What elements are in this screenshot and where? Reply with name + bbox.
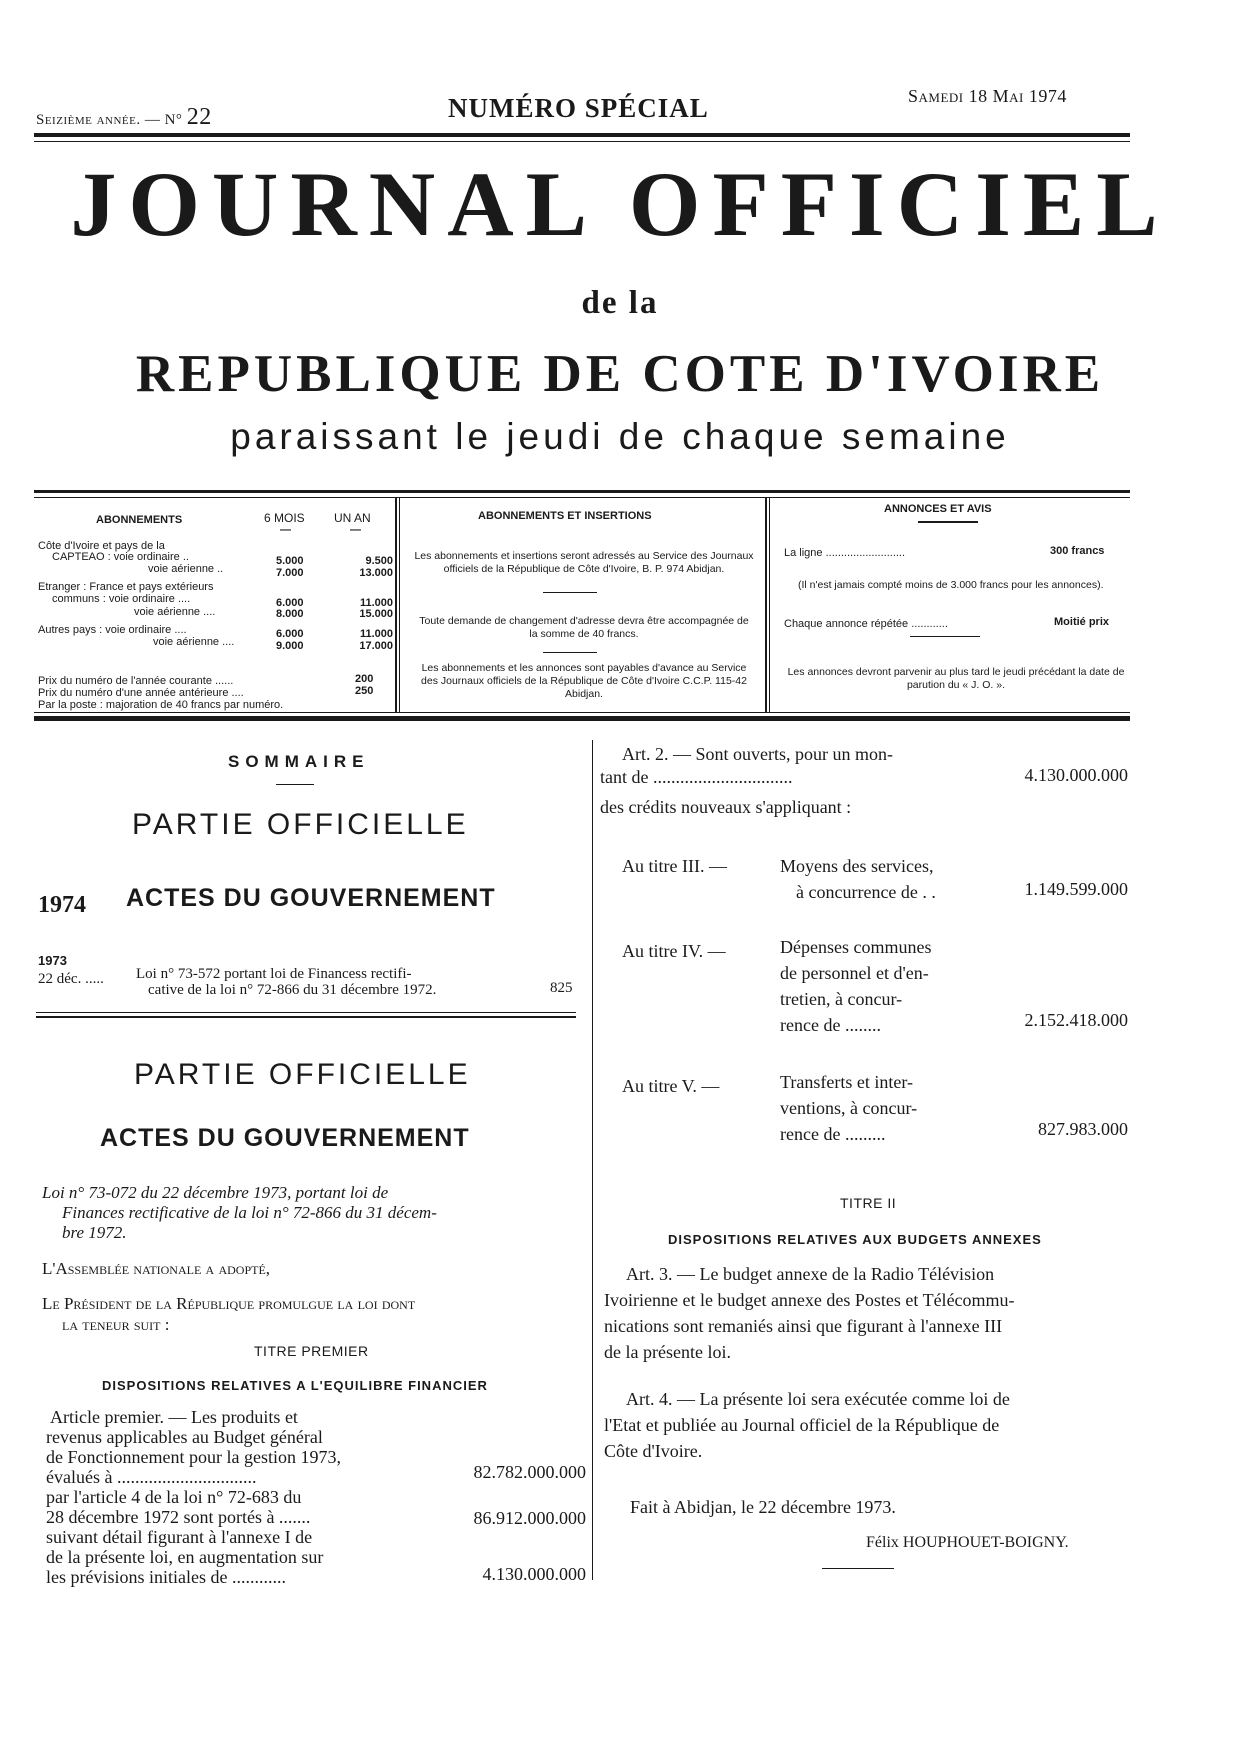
republic-title: REPUBLIQUE DE COTE D'IVOIRE [135, 345, 1105, 403]
box-bottom-rule-thin [34, 712, 1130, 713]
box-divider-2 [765, 498, 767, 712]
dispositions-heading: DISPOSITIONS RELATIVES A L'EQUILIBRE FINANCIER [102, 1378, 488, 1393]
col-one-year: UN AN [334, 511, 371, 525]
rate-six: 6.000 [276, 597, 304, 609]
sommaire-rule-b [36, 1016, 576, 1018]
insertions-sep [543, 592, 597, 593]
art3-line: nications sont remaniés ainsi que figurant à l'annexe III [604, 1316, 1003, 1336]
signature-rule [822, 1568, 894, 1569]
price-previous-value: 250 [355, 685, 374, 697]
repeat-label: Chaque annonce répétée ............ [784, 618, 948, 630]
rate-year: 13.000 [359, 567, 393, 579]
article-line: Article premier. — Les produits et [50, 1407, 298, 1427]
titre-v-line: rence de ......... [780, 1124, 886, 1144]
titre-iv-line: Dépenses communes [780, 937, 932, 957]
rate-label: voie aérienne .... [153, 636, 235, 648]
art2-line: tant de ............................... [600, 767, 793, 787]
edition-info [36, 104, 212, 131]
journal-title: JOURNAL OFFICIEL [70, 153, 1170, 255]
sommaire-entry-text: cative de la loi n° 72-866 du 31 décembre 1972. [148, 982, 437, 998]
rate-label: Côte d'Ivoire et pays de la [38, 540, 165, 552]
deadline-note: Les annonces devront parvenir au plus tard le jeudi précédant la date de parution du « J. O. ». [787, 666, 1125, 691]
art4-line: l'Etat et publiée au Journal officiel de la République de [604, 1415, 1000, 1435]
rate-year: 15.000 [359, 608, 393, 620]
journal-de-la: de la [581, 285, 659, 321]
payment-note: Les abonnements et les annonces sont payables d'avance au Service des Journaux officiels de la République de Côte d'Ivoire C.C.P. 115-42 Abidjan. [421, 662, 747, 700]
box-top-rule [34, 490, 1130, 493]
art3-line: Art. 3. — Le budget annexe de la Radio Télévision [626, 1264, 995, 1284]
annonces-underline [918, 521, 978, 523]
rate-label: Autres pays : voie ordinaire .... [38, 624, 187, 636]
rate-six: 7.000 [276, 567, 304, 579]
edition-number: 22 [186, 104, 212, 130]
article-line: revenus applicables au Budget général [46, 1427, 323, 1447]
column-divider [592, 740, 593, 1580]
rate-label: voie aérienne .. [148, 563, 224, 575]
signature: Félix HOUPHOUET-BOIGNY. [866, 1534, 1069, 1551]
sommaire-heading: SOMMAIRE [228, 752, 370, 771]
art4-line: Côte d'Ivoire. [604, 1441, 703, 1461]
sommaire-actes: ACTES DU GOUVERNEMENT [126, 884, 496, 912]
titre-iii-label: Au titre III. — [622, 856, 727, 876]
amount-portes: 86.912.000.000 [473, 1508, 586, 1528]
col-six-dash: — [280, 524, 291, 536]
article-premier [50, 1407, 298, 1427]
subscriptions-heading: ABONNEMENTS [96, 514, 183, 526]
address-change-note: Toute demande de changement d'adresse devra être accompagnée de la somme de 40 francs. [419, 615, 749, 640]
rate-six: 8.000 [276, 608, 304, 620]
titre-iii-line: à concurrence de . . [796, 882, 936, 902]
art2-amount: 4.130.000.000 [1024, 765, 1128, 785]
titre-ii: TITRE II [840, 1195, 897, 1211]
col-six-months: 6 MOIS [264, 511, 305, 525]
sommaire-year: 1974 [38, 892, 86, 918]
rate-six: 5.000 [276, 555, 304, 567]
rate-year: 17.000 [359, 640, 393, 652]
box-divider-2b [769, 498, 770, 712]
article-line: suivant détail figurant à l'annexe I de [46, 1527, 313, 1547]
rate-six: 6.000 [276, 628, 304, 640]
article-line: les prévisions initiales de ............ [46, 1567, 286, 1587]
sommaire-underline [276, 784, 314, 785]
titre-iv-line: rence de ........ [780, 1015, 881, 1035]
titre-iv-line: de personnel et d'en- [780, 963, 929, 983]
line-price-value: 300 francs [1050, 545, 1105, 557]
president-line: Le Président de la République promulgue la loi dont [42, 1294, 416, 1313]
titre-v-label: Au titre V. — [622, 1076, 720, 1096]
art3-line: de la présente loi. [604, 1342, 731, 1362]
rate-label: CAPTEAO : voie ordinaire .. [52, 551, 189, 563]
rate-year: 11.000 [359, 628, 393, 640]
insertions-heading: ABONNEMENTS ET INSERTIONS [478, 510, 652, 522]
sommaire-rule [36, 1012, 576, 1013]
titre-iii-amount: 1.149.599.000 [1024, 879, 1128, 899]
publication-frequency: paraissant le jeudi de chaque semaine [230, 416, 1010, 457]
price-current-value: 200 [355, 673, 374, 685]
rate-label: voie aérienne .... [134, 606, 216, 618]
titre-iv-line: tretien, à concur- [780, 989, 903, 1009]
price-current-label: Prix du numéro de l'année courante ...... [38, 675, 234, 687]
loi-title: Finances rectificative de la loi n° 72-866 du 31 décem- [62, 1203, 437, 1222]
edition-prefix: Seizième année. — N° [36, 112, 183, 128]
titre-iii-line: Moyens des services, [780, 856, 934, 876]
titre-v-line: ventions, à concur- [780, 1098, 918, 1118]
fait-a-abidjan: Fait à Abidjan, le 22 décembre 1973. [630, 1497, 896, 1517]
postal-surcharge: Par la poste : majoration de 40 francs par numéro. [38, 699, 284, 711]
sommaire-entry-page: 825 [550, 980, 573, 996]
article-line: évalués à ............................... [46, 1467, 257, 1487]
rate-label: Etranger : France et pays extérieurs [38, 581, 214, 593]
article-line: de Fonctionnement pour la gestion 1973, [46, 1447, 341, 1467]
box-divider-1 [395, 498, 397, 712]
art3-line: Ivoirienne et le budget annexe des Postes et Télécommu- [604, 1290, 1015, 1310]
header-rule-thin [34, 141, 1130, 142]
rate-six: 9.000 [276, 640, 304, 652]
loi-title: Loi n° 73-072 du 22 décembre 1973, portant loi de [42, 1183, 389, 1202]
titre-v-line: Transferts et inter- [780, 1072, 913, 1092]
special-issue-label: NUMÉRO SPÉCIAL [448, 93, 709, 123]
annonces-heading: ANNONCES ET AVIS [884, 503, 992, 515]
partie-officielle-heading: PARTIE OFFICIELLE [134, 1058, 471, 1091]
issue-date: Samedi 18 Mai 1974 [908, 86, 1067, 106]
art2-line: des crédits nouveaux s'appliquant : [600, 797, 852, 817]
article-line: par l'article 4 de la loi n° 72-683 du [46, 1487, 302, 1507]
art2-line: Art. 2. — Sont ouverts, pour un mon- [622, 744, 893, 764]
dispositions-annexes-heading: DISPOSITIONS RELATIVES AUX BUDGETS ANNEXES [668, 1232, 1042, 1247]
titre-iv-amount: 2.152.418.000 [1024, 1010, 1128, 1030]
sommaire-entry-text: Loi n° 73-572 portant loi de Financess rectifi- [136, 966, 412, 982]
article-line: 28 décembre 1972 sont portés à ....... [46, 1507, 311, 1527]
article-line: de la présente loi, en augmentation sur [46, 1547, 324, 1567]
insertions-sep [543, 652, 597, 653]
titre-v-amount: 827.983.000 [1038, 1119, 1128, 1139]
repeat-price: Moitié prix [1054, 616, 1110, 628]
sommaire-partie: PARTIE OFFICIELLE [132, 808, 469, 841]
titre-iv-label: Au titre IV. — [622, 941, 726, 961]
box-bottom-rule [34, 716, 1130, 721]
minimum-note: (Il n'est jamais compté moins de 3.000 francs pour les annonces). [798, 579, 1104, 591]
sommaire-entry-year: 1973 [38, 953, 67, 968]
rate-label: communs : voie ordinaire .... [52, 593, 191, 605]
president-line: la teneur suit : [62, 1315, 170, 1334]
header-rule [34, 133, 1130, 137]
sommaire-entry-date: 22 déc. ..... [38, 971, 104, 987]
actes-heading: ACTES DU GOUVERNEMENT [100, 1124, 470, 1152]
amount-evalues: 82.782.000.000 [473, 1462, 586, 1482]
amount-augmentation: 4.130.000.000 [482, 1564, 586, 1584]
rate-year: 9.500 [365, 555, 393, 567]
loi-title: bre 1972. [62, 1223, 127, 1242]
box-top-rule-thin [34, 497, 1130, 498]
col-year-dash: — [350, 524, 361, 536]
annonces-sep [910, 636, 980, 637]
assemblee-line: L'Assemblée nationale a adopté, [42, 1259, 271, 1278]
rate-year: 11.000 [359, 597, 393, 609]
art4-line: Art. 4. — La présente loi sera exécutée comme loi de [626, 1389, 1010, 1409]
box-divider-1b [399, 498, 400, 712]
titre-premier: TITRE PREMIER [254, 1343, 369, 1359]
price-previous-label: Prix du numéro d'une année antérieure .... [38, 687, 244, 699]
line-price-label: La ligne .......................... [784, 547, 906, 559]
insertions-address: Les abonnements et insertions seront adressés au Service des Journaux officiels de la République de Côte d'Ivoire, B. P. 974 Abidjan. [414, 550, 754, 575]
